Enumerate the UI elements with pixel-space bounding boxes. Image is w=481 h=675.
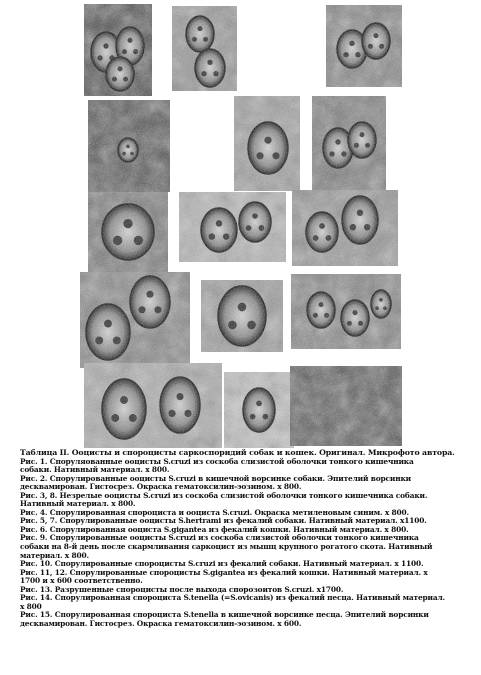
caption-line: Рис. 1. Споруляованные ооцисты S.cruzi из соскоба слизистой оболочки тонкого кишечника: [20, 457, 414, 466]
caption-line: Рис. 4. Спорулированная спороциста и ооциста S.cruzi. Окраска метиленовым синим. х 800.: [20, 508, 409, 517]
caption-line: Рис. 14. Спорулированная спороциста S.tenella (=S.ovicanis) из фекалий песца. Нативный материал.: [20, 594, 445, 603]
micrograph-6: [312, 96, 386, 192]
caption-line: Рис. 11, 12. Спорулированные спороцисты S.gigantea из фекалий кошки. Нативный материал. х: [20, 568, 428, 577]
caption-line: Рис. 3, 8. Незрелые ооцисты S.cruzi из соскоба слизистой оболочки тонкого кишечника собаки.: [20, 491, 428, 500]
micrograph-5: [234, 96, 300, 191]
micrograph-10: [80, 272, 190, 368]
plate-caption: [20, 449, 474, 628]
micrograph-15: [290, 366, 402, 446]
caption-line: Рис. 2. Спорулированные ооцисты S.cruzi в кишечной ворсинке собаки. Эпителий ворсинки: [20, 474, 411, 483]
micrograph-2: [172, 6, 237, 91]
micrograph-1: [84, 4, 152, 96]
micrograph-7: [88, 192, 168, 274]
plate-title: Таблица II. Ооцисты и спороцисты саркоспоридий собак и кошек. Оригинал. Микрофото автора.: [20, 449, 455, 457]
caption-line: 1700 и х 600 соответственно.: [20, 577, 143, 586]
caption-line: х 800: [20, 602, 42, 611]
micrograph-13: [84, 363, 222, 448]
micrograph-4: [88, 100, 170, 192]
micrograph-3: [326, 5, 402, 87]
caption-line: Нативный материал. х 800.: [20, 500, 136, 509]
caption-line: Рис. 13. Разрушенные спороцисты после выхода спорозоитов S.cruzi. х1700.: [20, 585, 344, 594]
caption-line: Рис. 10. Спорулированные спороцисты S.cruzi из фекалий собаки. Нативный материал. х 1100.: [20, 560, 424, 569]
micrograph-9: [292, 190, 398, 266]
caption-line: Рис. 15. Спорулированная спороциста S.tenella в кишечной ворсинке песца. Эпителий ворсинки: [20, 611, 429, 620]
caption-line: десквамирован. Гистосрез. Окраска гематоксилин-эозином. х 800.: [20, 483, 302, 492]
caption-line: собаки. Нативный материал. х 800.: [20, 466, 170, 475]
caption-line: десквамирован. Гистосрез. Окраска гематоксилин-эозином. х 600.: [20, 619, 302, 628]
micrograph-14: [224, 372, 294, 448]
caption-line: материал. х 800.: [20, 551, 89, 560]
micrograph-8: [179, 192, 286, 262]
caption-line: собаки на 8-й день после скармливания саркоцист из мышц крупного рогатого скота. Нативный: [20, 543, 433, 552]
caption-line: Рис. 6. Спорулированная ооциста S.gigantea из фекалий кошки. Нативный материал. х 800.: [20, 525, 409, 534]
caption-line: Рис. 5, 7. Спорулированные ооцисты S.hertrami из фекалий собаки. Нативный материал. х1100.: [20, 517, 427, 526]
micrograph-12: [291, 274, 401, 349]
caption-line: Рис. 9. Спорулированные ооцисты S.cruzi из соскоба слизистой оболочки тонкого кишечника: [20, 534, 419, 543]
micrograph-11: [201, 280, 283, 352]
